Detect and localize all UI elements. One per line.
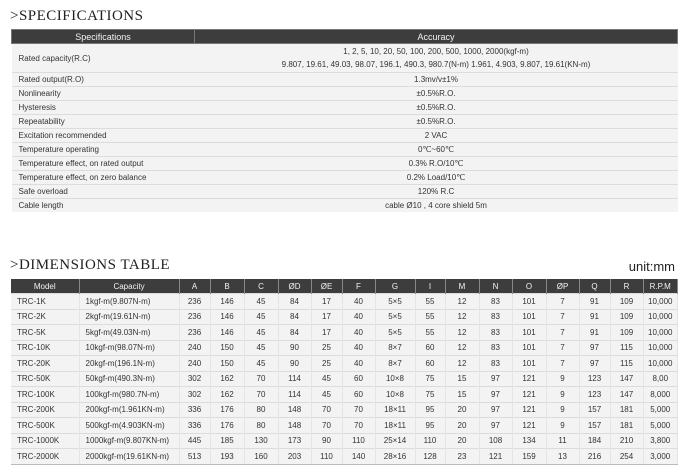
dimension-cell: 84 — [278, 294, 311, 310]
dimension-cell: 123 — [579, 371, 610, 387]
dimension-cell: 7 — [546, 294, 579, 310]
model-cell: TRC-2K — [11, 309, 79, 325]
dimensions-header-cell: B — [210, 279, 244, 294]
spec-header-accuracy: Accuracy — [195, 30, 678, 44]
spec-label: Hysteresis — [12, 101, 195, 115]
dimensions-row — [11, 433, 678, 449]
dimension-cell: 8×7 — [375, 356, 415, 372]
dimension-cell: 70 — [311, 418, 342, 434]
dimension-cell: 176 — [210, 402, 244, 418]
dimension-cell: 83 — [479, 309, 512, 325]
dimension-cell: 162 — [210, 371, 244, 387]
spec-label: Repeatability — [12, 115, 195, 129]
dimension-cell: 147 — [610, 387, 643, 403]
dimension-cell: 40 — [342, 325, 375, 341]
dimension-cell: 121 — [512, 371, 546, 387]
dimension-cell: 97 — [579, 340, 610, 356]
dimension-cell: 159 — [512, 449, 546, 465]
capacity-cell: 2000kgf-m(19.61KN-m) — [79, 449, 179, 465]
dimension-cell: 513 — [179, 449, 210, 465]
spec-label: Nonlinearity — [12, 87, 195, 101]
spec-header-specifications: Specifications — [12, 30, 195, 44]
dimension-cell: 45 — [244, 325, 278, 341]
dimension-cell: 91 — [579, 294, 610, 310]
dimension-cell: 157 — [579, 418, 610, 434]
dimension-cell: 95 — [415, 418, 445, 434]
dimension-cell: 173 — [278, 433, 311, 449]
dimension-cell: 97 — [479, 387, 512, 403]
dimension-cell: 83 — [479, 340, 512, 356]
dimension-cell: 121 — [512, 387, 546, 403]
dimension-cell: 84 — [278, 325, 311, 341]
dimension-cell: 45 — [311, 387, 342, 403]
dimension-cell: 181 — [610, 418, 643, 434]
dimension-cell: 114 — [278, 371, 311, 387]
dimension-cell: 20 — [445, 433, 479, 449]
model-cell: TRC-10K — [11, 340, 79, 356]
dimension-cell: 160 — [244, 449, 278, 465]
spec-label: Temperature effect, on rated output — [12, 157, 195, 171]
dimensions-header-cell: F — [342, 279, 375, 294]
dimension-cell: 7 — [546, 356, 579, 372]
dimension-cell: 55 — [415, 294, 445, 310]
dimension-cell: 25 — [311, 340, 342, 356]
spec-row — [12, 185, 678, 199]
spec-value: 1.3mv/v±1% — [195, 73, 678, 87]
dimensions-header-cell: ØD — [278, 279, 311, 294]
dimension-cell: 17 — [311, 309, 342, 325]
dimension-cell: 336 — [179, 402, 210, 418]
dimension-cell: 83 — [479, 325, 512, 341]
capacity-cell: 1kgf-m(9.807N-m) — [79, 294, 179, 310]
dimension-cell: 336 — [179, 418, 210, 434]
dimension-cell: 110 — [311, 449, 342, 465]
spec-row — [12, 157, 678, 171]
spec-value: 120% R.C — [195, 185, 678, 199]
dimension-cell: 10,000 — [643, 309, 678, 325]
dimension-cell: 115 — [610, 340, 643, 356]
dimensions-header-cell: ØP — [546, 279, 579, 294]
dimension-cell: 12 — [445, 309, 479, 325]
dimension-cell: 8×7 — [375, 340, 415, 356]
dimension-cell: 157 — [579, 402, 610, 418]
dimension-cell: 18×11 — [375, 418, 415, 434]
dimension-cell: 90 — [278, 340, 311, 356]
dimension-cell: 121 — [479, 449, 512, 465]
dimensions-row — [11, 449, 678, 465]
dimension-cell: 70 — [342, 402, 375, 418]
dimension-cell: 3,800 — [643, 433, 678, 449]
dimension-cell: 134 — [512, 433, 546, 449]
dimension-cell: 216 — [579, 449, 610, 465]
spec-value: ±0.5%R.O. — [195, 87, 678, 101]
spec-row — [12, 115, 678, 129]
dimension-cell: 10,000 — [643, 325, 678, 341]
dimension-cell: 45 — [244, 309, 278, 325]
dimension-cell: 7 — [546, 340, 579, 356]
model-cell: TRC-5K — [11, 325, 79, 341]
dimensions-header-cell: N — [479, 279, 512, 294]
dimensions-header-cell: G — [375, 279, 415, 294]
dimension-cell: 236 — [179, 309, 210, 325]
dimensions-row — [11, 294, 678, 310]
dimension-cell: 12 — [445, 356, 479, 372]
model-cell: TRC-20K — [11, 356, 79, 372]
spec-label: Temperature effect, on zero balance — [12, 171, 195, 185]
dimension-cell: 101 — [512, 356, 546, 372]
dimension-cell: 140 — [342, 449, 375, 465]
dimension-cell: 40 — [342, 340, 375, 356]
spec-row — [12, 143, 678, 157]
spec-value-line: 1, 2, 5, 10, 20, 50, 100, 200, 500, 1000, 2000(kgf-m) — [343, 47, 529, 56]
dimension-cell: 146 — [210, 325, 244, 341]
dimension-cell: 146 — [210, 294, 244, 310]
dimension-cell: 109 — [610, 325, 643, 341]
dimensions-row — [11, 387, 678, 403]
dimensions-row — [11, 371, 678, 387]
dimension-cell: 114 — [278, 387, 311, 403]
dimension-cell: 236 — [179, 325, 210, 341]
dimension-cell: 101 — [512, 325, 546, 341]
dimension-cell: 109 — [610, 294, 643, 310]
spec-row — [12, 199, 678, 213]
dimension-cell: 40 — [342, 294, 375, 310]
dimension-cell: 25×14 — [375, 433, 415, 449]
dimension-cell: 97 — [479, 402, 512, 418]
capacity-cell: 2kgf-m(19.61N-m) — [79, 309, 179, 325]
dimensions-row — [11, 309, 678, 325]
capacity-cell: 500kgf-m(4.903KN-m) — [79, 418, 179, 434]
dimension-cell: 55 — [415, 309, 445, 325]
capacity-cell: 100kgf-m(980.7N-m) — [79, 387, 179, 403]
dimension-cell: 90 — [311, 433, 342, 449]
capacity-cell: 200kgf-m(1.961KN-m) — [79, 402, 179, 418]
dimension-cell: 147 — [610, 371, 643, 387]
capacity-cell: 5kgf-m(49.03N-m) — [79, 325, 179, 341]
dimension-cell: 97 — [579, 356, 610, 372]
dimensions-row — [11, 402, 678, 418]
dimension-cell: 123 — [579, 387, 610, 403]
dimension-cell: 17 — [311, 325, 342, 341]
dimension-cell: 80 — [244, 402, 278, 418]
dimension-cell: 5,000 — [643, 402, 678, 418]
dimension-cell: 20 — [445, 418, 479, 434]
spec-row — [12, 101, 678, 115]
dimension-cell: 130 — [244, 433, 278, 449]
dimension-cell: 11 — [546, 433, 579, 449]
dimension-cell: 8,000 — [643, 387, 678, 403]
dimension-cell: 302 — [179, 371, 210, 387]
spec-row — [12, 73, 678, 87]
spec-header-row — [12, 30, 678, 44]
spec-value: 0.3% R.O/10℃ — [195, 157, 678, 171]
dimension-cell: 5,000 — [643, 418, 678, 434]
dimension-cell: 15 — [445, 371, 479, 387]
dimension-cell: 97 — [479, 418, 512, 434]
dimension-cell: 28×16 — [375, 449, 415, 465]
dimension-cell: 45 — [311, 371, 342, 387]
dimension-cell: 9 — [546, 387, 579, 403]
dimension-cell: 5×5 — [375, 294, 415, 310]
spec-value: ±0.5%R.O. — [195, 115, 678, 129]
dimension-cell: 10×8 — [375, 371, 415, 387]
dimension-cell: 70 — [244, 371, 278, 387]
dimensions-table — [11, 279, 678, 465]
dimension-cell: 80 — [244, 418, 278, 434]
spec-row — [12, 44, 678, 73]
dimension-cell: 40 — [342, 356, 375, 372]
spec-row — [12, 87, 678, 101]
dimension-cell: 60 — [342, 371, 375, 387]
dimension-cell: 240 — [179, 340, 210, 356]
unit-label: unit:mm — [628, 259, 675, 274]
spec-row — [12, 171, 678, 185]
dimension-cell: 97 — [479, 371, 512, 387]
dimensions-header-cell: Model — [11, 279, 79, 294]
dimension-cell: 7 — [546, 309, 579, 325]
dimensions-row — [11, 340, 678, 356]
model-cell: TRC-50K — [11, 371, 79, 387]
dimensions-header-cell: I — [415, 279, 445, 294]
dimension-cell: 83 — [479, 356, 512, 372]
dimension-cell: 84 — [278, 309, 311, 325]
dimension-cell: 110 — [342, 433, 375, 449]
dimension-cell: 445 — [179, 433, 210, 449]
dimension-cell: 10,000 — [643, 294, 678, 310]
dimension-cell: 109 — [610, 309, 643, 325]
dimension-cell: 162 — [210, 387, 244, 403]
spec-value: 0.2% Load/10℃ — [195, 171, 678, 185]
dimensions-header-cell: O — [512, 279, 546, 294]
dimension-cell: 184 — [579, 433, 610, 449]
spec-row — [12, 129, 678, 143]
dimensions-header-cell: R.P.M — [643, 279, 678, 294]
dimension-cell: 45 — [244, 356, 278, 372]
model-cell: TRC-1K — [11, 294, 79, 310]
dimensions-row — [11, 356, 678, 372]
dimension-cell: 210 — [610, 433, 643, 449]
spec-label: Excitation recommended — [12, 129, 195, 143]
dimension-cell: 101 — [512, 294, 546, 310]
dimensions-header-cell: A — [179, 279, 210, 294]
dimension-cell: 176 — [210, 418, 244, 434]
dimension-cell: 25 — [311, 356, 342, 372]
dimension-cell: 302 — [179, 387, 210, 403]
dimension-cell: 10×8 — [375, 387, 415, 403]
dimension-cell: 5×5 — [375, 325, 415, 341]
dimension-cell: 17 — [311, 294, 342, 310]
spec-value: ±0.5%R.O. — [195, 101, 678, 115]
model-cell: TRC-500K — [11, 418, 79, 434]
dimension-cell: 13 — [546, 449, 579, 465]
dimension-cell: 60 — [415, 356, 445, 372]
dimension-cell: 15 — [445, 387, 479, 403]
model-cell: TRC-200K — [11, 402, 79, 418]
dimensions-row — [11, 418, 678, 434]
spec-label: Temperature operating — [12, 143, 195, 157]
dimension-cell: 193 — [210, 449, 244, 465]
specifications-title: >SPECIFICATIONS — [10, 8, 144, 24]
spec-label: Rated capacity(R.C) — [12, 44, 195, 73]
dimensions-header-row — [11, 279, 678, 294]
dimension-cell: 101 — [512, 309, 546, 325]
spec-value: 0℃~60℃ — [195, 143, 678, 157]
dimension-cell: 3,000 — [643, 449, 678, 465]
dimension-cell: 254 — [610, 449, 643, 465]
capacity-cell: 20kgf-m(196.1N-m) — [79, 356, 179, 372]
capacity-cell: 1000kgf-m(9.807KN-m) — [79, 433, 179, 449]
dimension-cell: 8,00 — [643, 371, 678, 387]
spec-value-line: 9.807, 19.61, 49.03, 98.07, 196.1, 490.3, 980.7(N-m) 1.961, 4.903, 9.807, 19.61(KN-m) — [281, 60, 591, 69]
dimension-cell: 240 — [179, 356, 210, 372]
dimension-cell: 236 — [179, 294, 210, 310]
spec-value: 2 VAC — [195, 129, 678, 143]
dimension-cell: 150 — [210, 356, 244, 372]
dimension-cell: 128 — [415, 449, 445, 465]
dimension-cell: 10,000 — [643, 340, 678, 356]
dimensions-row — [11, 325, 678, 341]
dimension-cell: 70 — [342, 418, 375, 434]
specifications-table — [11, 29, 678, 212]
dimension-cell: 75 — [415, 371, 445, 387]
dimension-cell: 121 — [512, 402, 546, 418]
dimension-cell: 83 — [479, 294, 512, 310]
dimension-cell: 203 — [278, 449, 311, 465]
dimension-cell: 146 — [210, 309, 244, 325]
dimensions-header-cell: M — [445, 279, 479, 294]
dimension-cell: 110 — [415, 433, 445, 449]
dimension-cell: 75 — [415, 387, 445, 403]
dimension-cell: 115 — [610, 356, 643, 372]
spec-value: cable Ø10 , 4 core shield 5m — [195, 199, 678, 213]
dimension-cell: 70 — [311, 402, 342, 418]
dimension-cell: 150 — [210, 340, 244, 356]
dimension-cell: 185 — [210, 433, 244, 449]
dimension-cell: 10,000 — [643, 356, 678, 372]
dimension-cell: 91 — [579, 309, 610, 325]
dimension-cell: 121 — [512, 418, 546, 434]
dimension-cell: 7 — [546, 325, 579, 341]
dimension-cell: 23 — [445, 449, 479, 465]
capacity-cell: 10kgf-m(98.07N-m) — [79, 340, 179, 356]
dimensions-header-cell: Q — [579, 279, 610, 294]
dimension-cell: 20 — [445, 402, 479, 418]
dimension-cell: 12 — [445, 325, 479, 341]
model-cell: TRC-100K — [11, 387, 79, 403]
dimensions-header-cell: Capacity — [79, 279, 179, 294]
spec-label: Rated output(R.O) — [12, 73, 195, 87]
spec-label: Safe overload — [12, 185, 195, 199]
dimension-cell: 18×11 — [375, 402, 415, 418]
dimension-cell: 70 — [244, 387, 278, 403]
dimension-cell: 60 — [342, 387, 375, 403]
dimension-cell: 181 — [610, 402, 643, 418]
dimension-cell: 5×5 — [375, 309, 415, 325]
dimension-cell: 55 — [415, 325, 445, 341]
spec-label: Cable length — [12, 199, 195, 213]
dimension-cell: 91 — [579, 325, 610, 341]
dimension-cell: 90 — [278, 356, 311, 372]
dimension-cell: 12 — [445, 294, 479, 310]
dimension-cell: 60 — [415, 340, 445, 356]
dimension-cell: 148 — [278, 418, 311, 434]
dimensions-header-cell: R — [610, 279, 643, 294]
dimensions-header-cell: C — [244, 279, 278, 294]
dimensions-title: >DIMENSIONS TABLE — [10, 257, 171, 273]
dimension-cell: 101 — [512, 340, 546, 356]
dimension-cell: 148 — [278, 402, 311, 418]
dimension-cell: 12 — [445, 340, 479, 356]
model-cell: TRC-2000K — [11, 449, 79, 465]
spec-value — [195, 44, 678, 73]
model-cell: TRC-1000K — [11, 433, 79, 449]
dimension-cell: 9 — [546, 371, 579, 387]
dimension-cell: 9 — [546, 418, 579, 434]
dimension-cell: 40 — [342, 309, 375, 325]
dimension-cell: 95 — [415, 402, 445, 418]
capacity-cell: 50kgf-m(490.3N-m) — [79, 371, 179, 387]
dimension-cell: 45 — [244, 294, 278, 310]
dimension-cell: 108 — [479, 433, 512, 449]
dimension-cell: 9 — [546, 402, 579, 418]
dimensions-header-cell: ØE — [311, 279, 342, 294]
dimension-cell: 45 — [244, 340, 278, 356]
